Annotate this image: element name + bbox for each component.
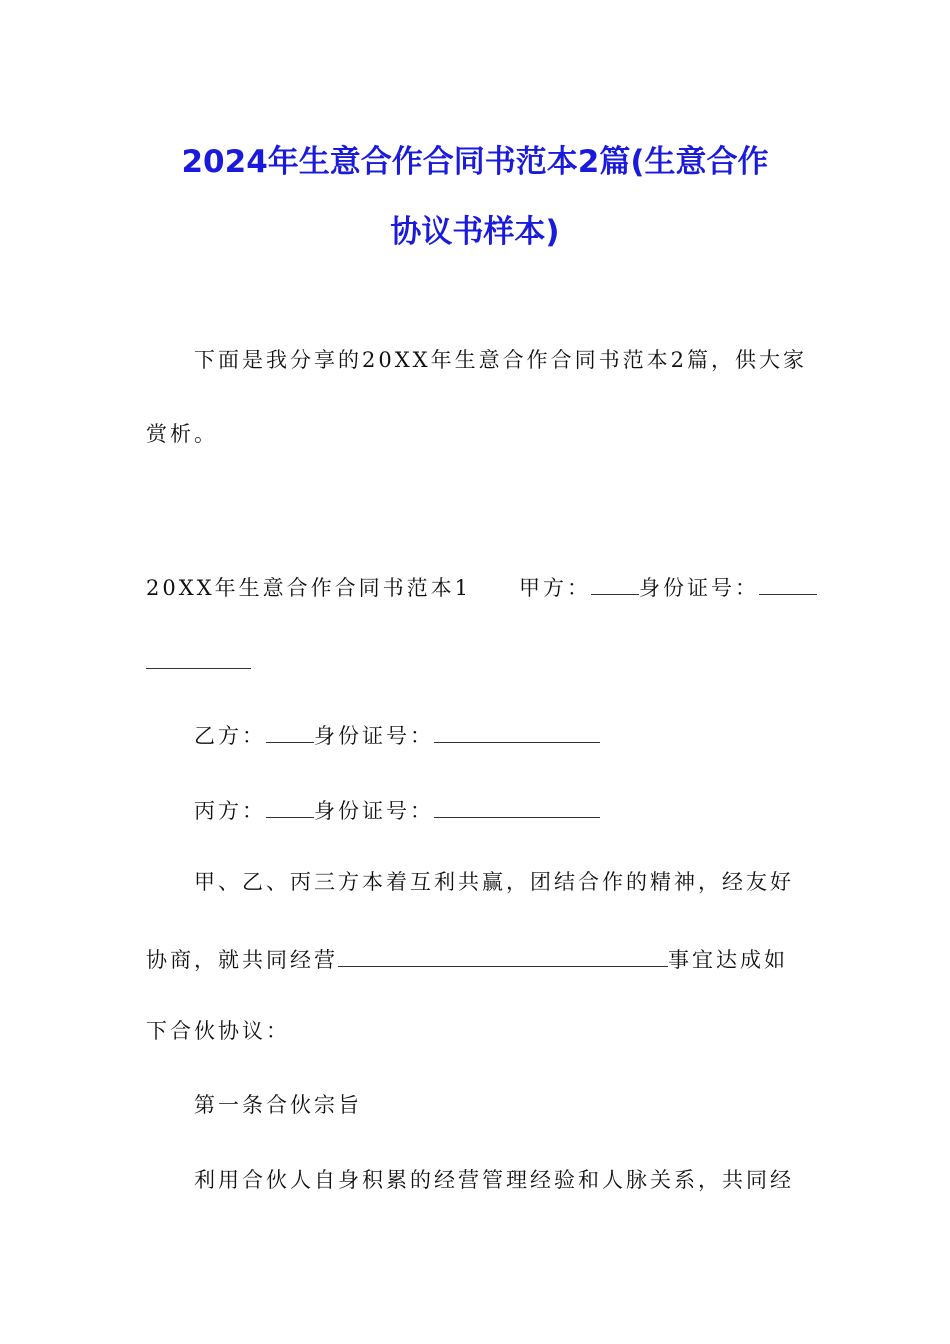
party-a-id-blank-continued [146, 648, 251, 669]
party-b-row [194, 722, 600, 747]
party-a-label: 甲方： [518, 576, 591, 600]
party-c-label: 丙方： [194, 799, 266, 823]
party-c-id-blank [434, 797, 600, 818]
intro-line-2: 赏析。 [146, 422, 218, 446]
party-b-id-blank [434, 722, 600, 743]
party-a-row [146, 574, 817, 599]
para1-line-1: 甲、乙、丙三方本着互利共赢，团结合作的精神，经友好 [194, 870, 794, 894]
article-1-heading: 第一条合伙宗旨 [194, 1093, 362, 1117]
party-a-name-blank [591, 574, 639, 595]
party-c-name-blank [266, 797, 314, 818]
para1-line-3: 下合伙协议： [146, 1019, 290, 1043]
para1-line-2 [146, 946, 788, 971]
party-c-id-label: 身份证号： [314, 799, 434, 823]
sample-heading: 20XX年生意合作合同书范本1 [146, 576, 471, 600]
business-name-blank [338, 946, 668, 967]
party-a-id-blank [759, 574, 817, 595]
intro-line-1: 下面是我分享的20XX年生意合作合同书范本2篇，供大家 [194, 348, 807, 372]
party-b-id-label: 身份证号： [314, 724, 434, 748]
party-b-label: 乙方： [194, 724, 266, 748]
document-title-line-2: 协议书样本) [390, 214, 560, 250]
party-b-name-blank [266, 722, 314, 743]
article-1-line-1: 利用合伙人自身积累的经营管理经验和人脉关系，共同经 [194, 1168, 794, 1192]
document-title-line-1: 2024年生意合作合同书范本2篇(生意合作 [181, 144, 769, 180]
party-a-id-label: 身份证号： [638, 576, 759, 600]
para1-line-2-start: 协商，就共同经营 [146, 948, 338, 972]
party-a-id-continued [146, 648, 251, 673]
para1-line-2-end: 事宜达成如 [668, 948, 788, 972]
party-c-row [194, 797, 600, 822]
